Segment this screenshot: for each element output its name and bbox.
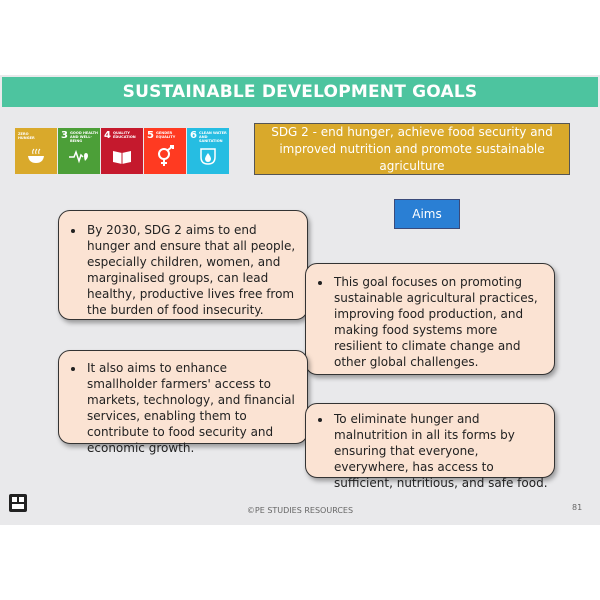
- slide-title: SUSTAINABLE DEVELOPMENT GOALS: [122, 82, 478, 102]
- aim-card-1: [58, 210, 308, 320]
- aim-card-4: [305, 403, 555, 490]
- tile-number: 4: [104, 130, 111, 141]
- heartbeat-icon: [68, 145, 90, 167]
- tile-label: ZERO HUNGER: [18, 132, 35, 140]
- aim-card-3: [58, 350, 308, 455]
- aim-text-2: • This goal focuses on promoting sustainable agricultural practices, improving food production, and making food systems more resilient to climate change and other global challenges.: [332, 274, 548, 370]
- aims-button[interactable]: Aims: [394, 199, 460, 229]
- bowl-icon: [25, 145, 47, 167]
- page-number: 81: [572, 503, 583, 512]
- aim-text-3: • It also aims to enhance smallholder farmers' access to markets, technology, and financial services, enabling them to contribute to food security and economic growth.: [85, 360, 299, 456]
- tile-label: QUALITY EDUCATION: [113, 131, 136, 139]
- aim-card-2: [305, 263, 555, 375]
- sdg-tile-3: [58, 128, 100, 174]
- sdg-tile-4: [101, 128, 143, 174]
- book-icon: [111, 145, 133, 167]
- water-drop-icon: [197, 145, 219, 167]
- tile-number: 5: [147, 130, 154, 141]
- tile-label: CLEAN WATER AND SANITATION: [199, 131, 227, 143]
- tile-number: 6: [190, 130, 197, 141]
- footer-copyright: ©PE STUDIES RESOURCES: [246, 506, 354, 515]
- tile-label: GENDER EQUALITY: [156, 131, 176, 139]
- aim-text-4: • To eliminate hunger and malnutrition in all its forms by ensuring that everyone, everywhere, has access to sufficient, nutritious, and safe food.: [332, 411, 548, 491]
- sdg-tile-6: [187, 128, 229, 174]
- title-bar: [2, 77, 598, 107]
- sdg2-description-box: SDG 2 - end hunger, achieve food security and improved nutrition and promote sustainable agriculture: [254, 123, 570, 175]
- sdg-tile-5: [144, 128, 186, 174]
- tile-number: 3: [61, 130, 68, 141]
- sdg-tile-zero-hunger: [15, 128, 57, 174]
- gender-icon: [154, 145, 176, 167]
- slide: [0, 75, 600, 525]
- tile-label: GOOD HEALTH AND WELL-BEING: [70, 131, 98, 143]
- aim-text-1: • By 2030, SDG 2 aims to end hunger and ensure that all people, especially children, women, and marginalised groups, can lead healthy, productive lives free from the burden of food insecurity.: [85, 222, 299, 318]
